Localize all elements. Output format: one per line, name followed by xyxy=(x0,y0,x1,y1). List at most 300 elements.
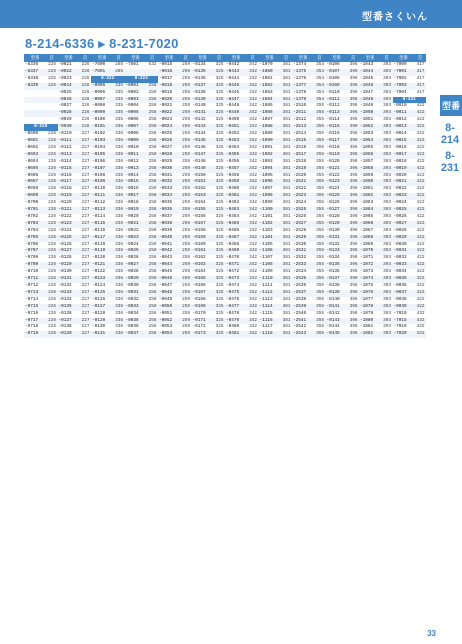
page-ref: 422 xyxy=(416,220,425,226)
model-number: -1049 xyxy=(360,103,374,109)
page-ref: 227 xyxy=(81,241,90,247)
page-ref: 259 xyxy=(182,82,190,88)
table-row xyxy=(58,207,92,214)
model-number: -0470 xyxy=(226,255,240,261)
page-ref: 393 xyxy=(383,248,391,254)
page-ref: 342 xyxy=(249,234,257,240)
table-column xyxy=(91,54,125,632)
model-number: -0111 xyxy=(58,137,72,143)
table-row xyxy=(292,318,326,325)
table-row xyxy=(192,145,226,152)
page-ref xyxy=(46,117,57,124)
page-ref: 227 xyxy=(81,172,90,178)
table-row xyxy=(192,76,226,83)
table-row xyxy=(91,83,125,90)
model-number: -1048 xyxy=(360,96,374,102)
model-number: -0706 xyxy=(25,241,39,247)
page-ref: 381 xyxy=(282,289,291,295)
model-number: -1063 xyxy=(360,200,374,206)
table-column xyxy=(158,54,192,632)
table-row xyxy=(58,103,92,110)
page-ref: 342 xyxy=(249,117,257,123)
table-row xyxy=(24,76,58,83)
table-row xyxy=(125,69,159,76)
page-ref xyxy=(147,69,158,76)
table-row xyxy=(91,248,125,255)
table-row xyxy=(125,159,159,166)
page-ref: 355 xyxy=(316,248,324,254)
model-number: -0698 xyxy=(25,186,39,192)
page-ref: 393 xyxy=(383,317,391,323)
model-number: -2538 xyxy=(293,296,307,302)
page-ref: 381 xyxy=(282,220,291,226)
table-row xyxy=(58,283,92,290)
model-number: -0006 xyxy=(92,89,106,95)
table-row xyxy=(292,97,326,104)
model-number: -0131 xyxy=(326,234,340,240)
page-ref: 325 xyxy=(215,186,224,192)
model-number: -2526 xyxy=(293,213,307,219)
page-ref: 259 xyxy=(182,289,190,295)
model-number: -0035 xyxy=(393,276,407,282)
table-row xyxy=(292,242,326,249)
model-number: -0147 xyxy=(192,151,206,157)
table-row xyxy=(259,193,293,200)
table-row xyxy=(125,269,159,276)
table-row xyxy=(24,331,58,338)
model-number: -0025 xyxy=(125,248,139,254)
model-number: -0114 xyxy=(92,213,106,219)
page-ref: 393 xyxy=(383,283,391,288)
model-number: -0008 xyxy=(125,131,139,137)
page-ref: 325 xyxy=(215,255,224,261)
header-page: 頁 xyxy=(116,55,121,60)
table-column xyxy=(359,54,393,632)
table-row xyxy=(225,290,259,297)
model-number: -0036 xyxy=(393,283,407,288)
column-header xyxy=(225,54,259,62)
model-number: -0693 xyxy=(25,151,39,157)
table-row xyxy=(292,76,326,83)
table-row xyxy=(359,117,393,124)
page-ref: 325 xyxy=(215,179,224,185)
table-row xyxy=(359,97,393,104)
model-number: -0120 xyxy=(58,200,72,206)
model-number: -0106 xyxy=(326,62,340,67)
model-number: -0002 xyxy=(125,89,139,95)
model-number: -1115 xyxy=(259,310,273,316)
table-row xyxy=(158,131,192,138)
model-number: -1077 xyxy=(360,296,374,302)
table-row xyxy=(292,269,326,276)
page-ref: 342 xyxy=(249,103,257,109)
table-row xyxy=(225,117,259,124)
table-row xyxy=(225,110,259,117)
header-model: 型番 xyxy=(365,55,375,60)
model-number: -0103 xyxy=(92,137,106,143)
page-ref: 355 xyxy=(316,241,324,247)
table-row xyxy=(125,255,159,262)
page-ref: 325 xyxy=(215,241,224,247)
page-ref: 258 xyxy=(148,262,157,268)
page-ref: 342 xyxy=(249,200,257,206)
table-row xyxy=(24,228,58,235)
table-row xyxy=(158,242,192,249)
model-number: -0135 xyxy=(326,262,340,268)
model-number: -1066 xyxy=(360,220,374,226)
page-ref: 381 xyxy=(282,303,291,309)
model-number: -0469 xyxy=(226,248,240,254)
table-row xyxy=(158,248,192,255)
table-row xyxy=(393,131,427,138)
table-column xyxy=(259,54,293,632)
table-row xyxy=(225,276,259,283)
model-number: -0712 xyxy=(25,283,39,288)
model-number: -0115 xyxy=(92,220,106,226)
table-row xyxy=(58,90,92,97)
table-row xyxy=(225,228,259,235)
column-header xyxy=(292,54,326,62)
model-number: -7002 xyxy=(393,75,407,81)
page-ref: 258 xyxy=(148,151,157,157)
model-number: -0016 xyxy=(159,68,173,74)
page-ref: 259 xyxy=(182,283,190,288)
model-number: -1104 xyxy=(259,234,273,240)
page-ref: 342 xyxy=(249,289,257,295)
page-ref: 259 xyxy=(182,310,190,316)
table-row xyxy=(393,276,427,283)
model-number: -1080 xyxy=(259,68,273,74)
page-ref: 396 xyxy=(349,200,358,206)
model-number: -0018 xyxy=(393,158,407,164)
page-ref: 381 xyxy=(282,213,291,219)
model-number: -1086 xyxy=(259,110,273,116)
model-number: -0128 xyxy=(326,213,340,219)
table-row xyxy=(259,117,293,124)
table-row xyxy=(91,324,125,331)
model-number: -0152 xyxy=(192,186,206,192)
model-number: -0047 xyxy=(159,283,173,288)
model-number: -1081 xyxy=(259,75,273,81)
table-row xyxy=(359,318,393,325)
page-ref: 258 xyxy=(148,331,157,337)
model-number: -0036 xyxy=(125,324,139,330)
model-number: -0155 xyxy=(192,207,206,213)
model-number: -0468 xyxy=(226,241,240,247)
page-ref: 336 xyxy=(115,269,123,275)
table-row xyxy=(24,186,58,193)
model-number: -0018 xyxy=(159,82,173,88)
model-number: -0443 xyxy=(226,68,240,74)
page-ref: 381 xyxy=(282,324,291,330)
model-number: -0124 xyxy=(92,283,106,288)
model-number: -0127 xyxy=(326,207,340,213)
model-number: -7020 xyxy=(393,331,407,337)
table-row xyxy=(24,200,58,207)
model-number: -0015 xyxy=(125,179,139,185)
table-row xyxy=(359,276,393,283)
page-ref: 227 xyxy=(81,200,90,206)
table-row xyxy=(58,62,92,69)
model-number: -1046 xyxy=(360,82,374,88)
model-number: -0114 xyxy=(326,117,340,123)
table-row xyxy=(326,193,360,200)
table-row xyxy=(259,290,293,297)
model-number: -6336 xyxy=(25,62,39,67)
column-header xyxy=(393,54,427,62)
page-ref: 396 xyxy=(349,283,358,288)
page-ref: 259 xyxy=(182,200,190,206)
table-row xyxy=(158,97,192,104)
model-number: -0015 xyxy=(159,62,173,67)
page-ref: 258 xyxy=(148,82,157,88)
page-ref: 259 xyxy=(182,151,190,157)
table-row xyxy=(326,69,360,76)
table-row xyxy=(225,200,259,207)
header-model: 型番 xyxy=(231,55,241,60)
table-row xyxy=(225,297,259,304)
table-row xyxy=(225,324,259,331)
model-number: -0104 xyxy=(92,144,106,150)
table-row xyxy=(259,131,293,138)
model-number: -0139 xyxy=(58,331,72,337)
model-number: -1068 xyxy=(360,234,374,240)
table-row xyxy=(359,331,393,338)
model-number: -0456 xyxy=(226,158,240,164)
model-number: -0011 xyxy=(125,151,139,157)
model-number: -0026 xyxy=(58,96,72,102)
page-ref: 532 xyxy=(148,62,157,67)
table-row xyxy=(91,318,125,325)
page-ref: 258 xyxy=(148,144,157,150)
model-number: -1053 xyxy=(360,131,374,137)
page-ref: 355 xyxy=(316,158,324,164)
table-row xyxy=(192,103,226,110)
table-row xyxy=(192,69,226,76)
model-number: -1105 xyxy=(259,241,273,247)
table-row xyxy=(393,152,427,159)
column-header xyxy=(259,54,293,62)
table-row xyxy=(125,193,159,200)
model-number: -0124 xyxy=(326,186,340,192)
model-number: -0141 xyxy=(326,303,340,309)
page-ref: 381 xyxy=(282,151,291,157)
page-ref: 259 xyxy=(182,96,190,102)
page-ref: 422 xyxy=(416,276,425,282)
page-ref: 393 xyxy=(383,179,391,185)
table-row xyxy=(259,103,293,110)
model-number: -0100 xyxy=(92,117,106,123)
table-row xyxy=(158,200,192,207)
model-number: -2534 xyxy=(293,269,307,275)
table-row xyxy=(158,262,192,269)
model-number: -1079 xyxy=(259,62,273,67)
model-number: -0017 xyxy=(393,151,407,157)
page-ref: 226 xyxy=(81,89,90,95)
page-ref: 258 xyxy=(148,310,157,316)
table-row xyxy=(158,145,192,152)
table-row xyxy=(158,166,192,173)
page-ref: 342 xyxy=(249,331,257,337)
page-ref: 393 xyxy=(383,200,391,206)
table-row xyxy=(225,248,259,255)
page-ref: 381 xyxy=(282,262,291,268)
table-row xyxy=(91,186,125,193)
table-row xyxy=(58,76,92,83)
model-number: -0041 xyxy=(159,241,173,247)
table-row xyxy=(393,242,427,249)
page-ref: 225 xyxy=(48,68,56,74)
table-row xyxy=(292,214,326,221)
table-row xyxy=(259,76,293,83)
table-row xyxy=(292,248,326,255)
model-number: -1050 xyxy=(360,110,374,116)
table-row xyxy=(393,235,427,242)
page-ref: 396 xyxy=(349,151,358,157)
page-ref: 342 xyxy=(249,158,257,164)
table-row xyxy=(192,311,226,318)
table-row xyxy=(58,166,92,173)
page-ref: 336 xyxy=(115,172,123,178)
page-ref: 393 xyxy=(383,89,391,95)
page-ref: 396 xyxy=(349,227,358,233)
table-row xyxy=(125,173,159,180)
table-row xyxy=(292,324,326,331)
model-number: -0101 xyxy=(92,124,106,130)
model-number: -0146 xyxy=(192,144,206,150)
table-row xyxy=(91,103,125,110)
page-ref: 355 xyxy=(316,200,324,206)
header-model: 型番 xyxy=(265,55,274,60)
page-ref: 355 xyxy=(316,227,324,233)
table-row xyxy=(292,207,326,214)
table-row xyxy=(192,262,226,269)
table-row xyxy=(259,138,293,145)
model-number: -1051 xyxy=(360,117,374,123)
page-ref: 422 xyxy=(416,248,425,254)
header-band xyxy=(0,0,462,28)
page-ref: 396 xyxy=(349,262,358,268)
table-row xyxy=(125,242,159,249)
model-number: -0001 xyxy=(125,82,139,88)
page-ref: 422 xyxy=(416,262,425,268)
page-ref: 259 xyxy=(182,179,190,185)
model-number: -0136 xyxy=(326,269,340,275)
model-number: -0030 xyxy=(393,241,407,247)
page-ref: 325 xyxy=(215,62,224,67)
model-number: -0452 xyxy=(226,131,240,137)
table-row xyxy=(359,221,393,228)
page-ref: 335 xyxy=(115,89,123,95)
table-row xyxy=(259,186,293,193)
page-ref: 227 xyxy=(81,331,90,337)
page-ref: 381 xyxy=(282,124,291,130)
page-ref: 227 xyxy=(81,179,90,185)
model-number: -0459 xyxy=(226,179,240,185)
model-number: -1045 xyxy=(360,75,374,81)
page-ref: 396 xyxy=(349,179,358,185)
page-ref: 336 xyxy=(115,144,123,150)
table-row xyxy=(58,242,92,249)
model-number: -0111 xyxy=(92,193,106,199)
page-ref: 342 xyxy=(249,82,257,88)
model-number: -1108 xyxy=(259,262,273,268)
page-ref: 355 xyxy=(316,179,324,185)
header-page: 頁 xyxy=(49,55,54,60)
page-ref: 226 xyxy=(81,96,90,102)
model-number: -0117 xyxy=(58,179,72,185)
page-ref: 226 xyxy=(81,117,90,123)
page-ref: 355 xyxy=(316,269,324,275)
page-ref: 325 xyxy=(215,303,224,309)
table-row xyxy=(125,283,159,290)
table-row xyxy=(125,214,159,221)
table-row xyxy=(292,138,326,145)
table-row xyxy=(359,103,393,110)
model-number: -0033 xyxy=(393,262,407,268)
page-ref: 417 xyxy=(416,68,425,74)
table-row xyxy=(192,228,226,235)
model-number xyxy=(24,90,46,97)
table-row xyxy=(259,221,293,228)
arrow-icon: ▸ xyxy=(98,36,106,51)
table-row xyxy=(359,200,393,207)
page-ref: 422 xyxy=(416,207,425,213)
page-ref: 258 xyxy=(148,172,157,178)
model-number: -0121 xyxy=(58,207,72,213)
model-number: -0129 xyxy=(58,262,72,268)
model-number: -0013 xyxy=(125,165,139,171)
model-number: -0139 xyxy=(192,96,206,102)
page-ref: 258 xyxy=(148,186,157,192)
page-ref: 422 xyxy=(416,186,425,192)
series-heading xyxy=(24,124,58,131)
table-row xyxy=(91,228,125,235)
page-ref: 325 xyxy=(215,269,224,275)
header-model: 型番 xyxy=(64,55,73,60)
model-number: -1113 xyxy=(259,296,273,302)
table-row xyxy=(292,117,326,124)
model-number: -0051 xyxy=(159,310,173,316)
table-row xyxy=(125,200,159,207)
model-number: -0168 xyxy=(192,296,206,302)
table-row xyxy=(292,221,326,228)
model-number: -0044 xyxy=(159,262,173,268)
model-number: -1057 xyxy=(360,158,374,164)
model-number: -0145 xyxy=(192,137,206,143)
page-ref: 226 xyxy=(48,255,56,261)
model-number: -0131 xyxy=(92,331,106,337)
page-ref: 336 xyxy=(115,241,123,247)
series-heading xyxy=(393,97,427,104)
page-ref: 342 xyxy=(249,262,257,268)
table-row xyxy=(359,262,393,269)
model-number: -0701 xyxy=(25,207,39,213)
column-header xyxy=(192,54,226,62)
page-ref: 381 xyxy=(282,241,291,247)
model-number: -0144 xyxy=(326,324,340,330)
model-number: -0123 xyxy=(92,276,106,282)
table-row xyxy=(259,311,293,318)
page-ref: 396 xyxy=(349,137,358,143)
page-ref: 258 xyxy=(148,179,157,185)
page-ref: 258 xyxy=(148,283,157,288)
table-row xyxy=(58,110,92,117)
table-row xyxy=(158,221,192,228)
table-row xyxy=(91,269,125,276)
table-row xyxy=(125,83,159,90)
table-row xyxy=(225,193,259,200)
